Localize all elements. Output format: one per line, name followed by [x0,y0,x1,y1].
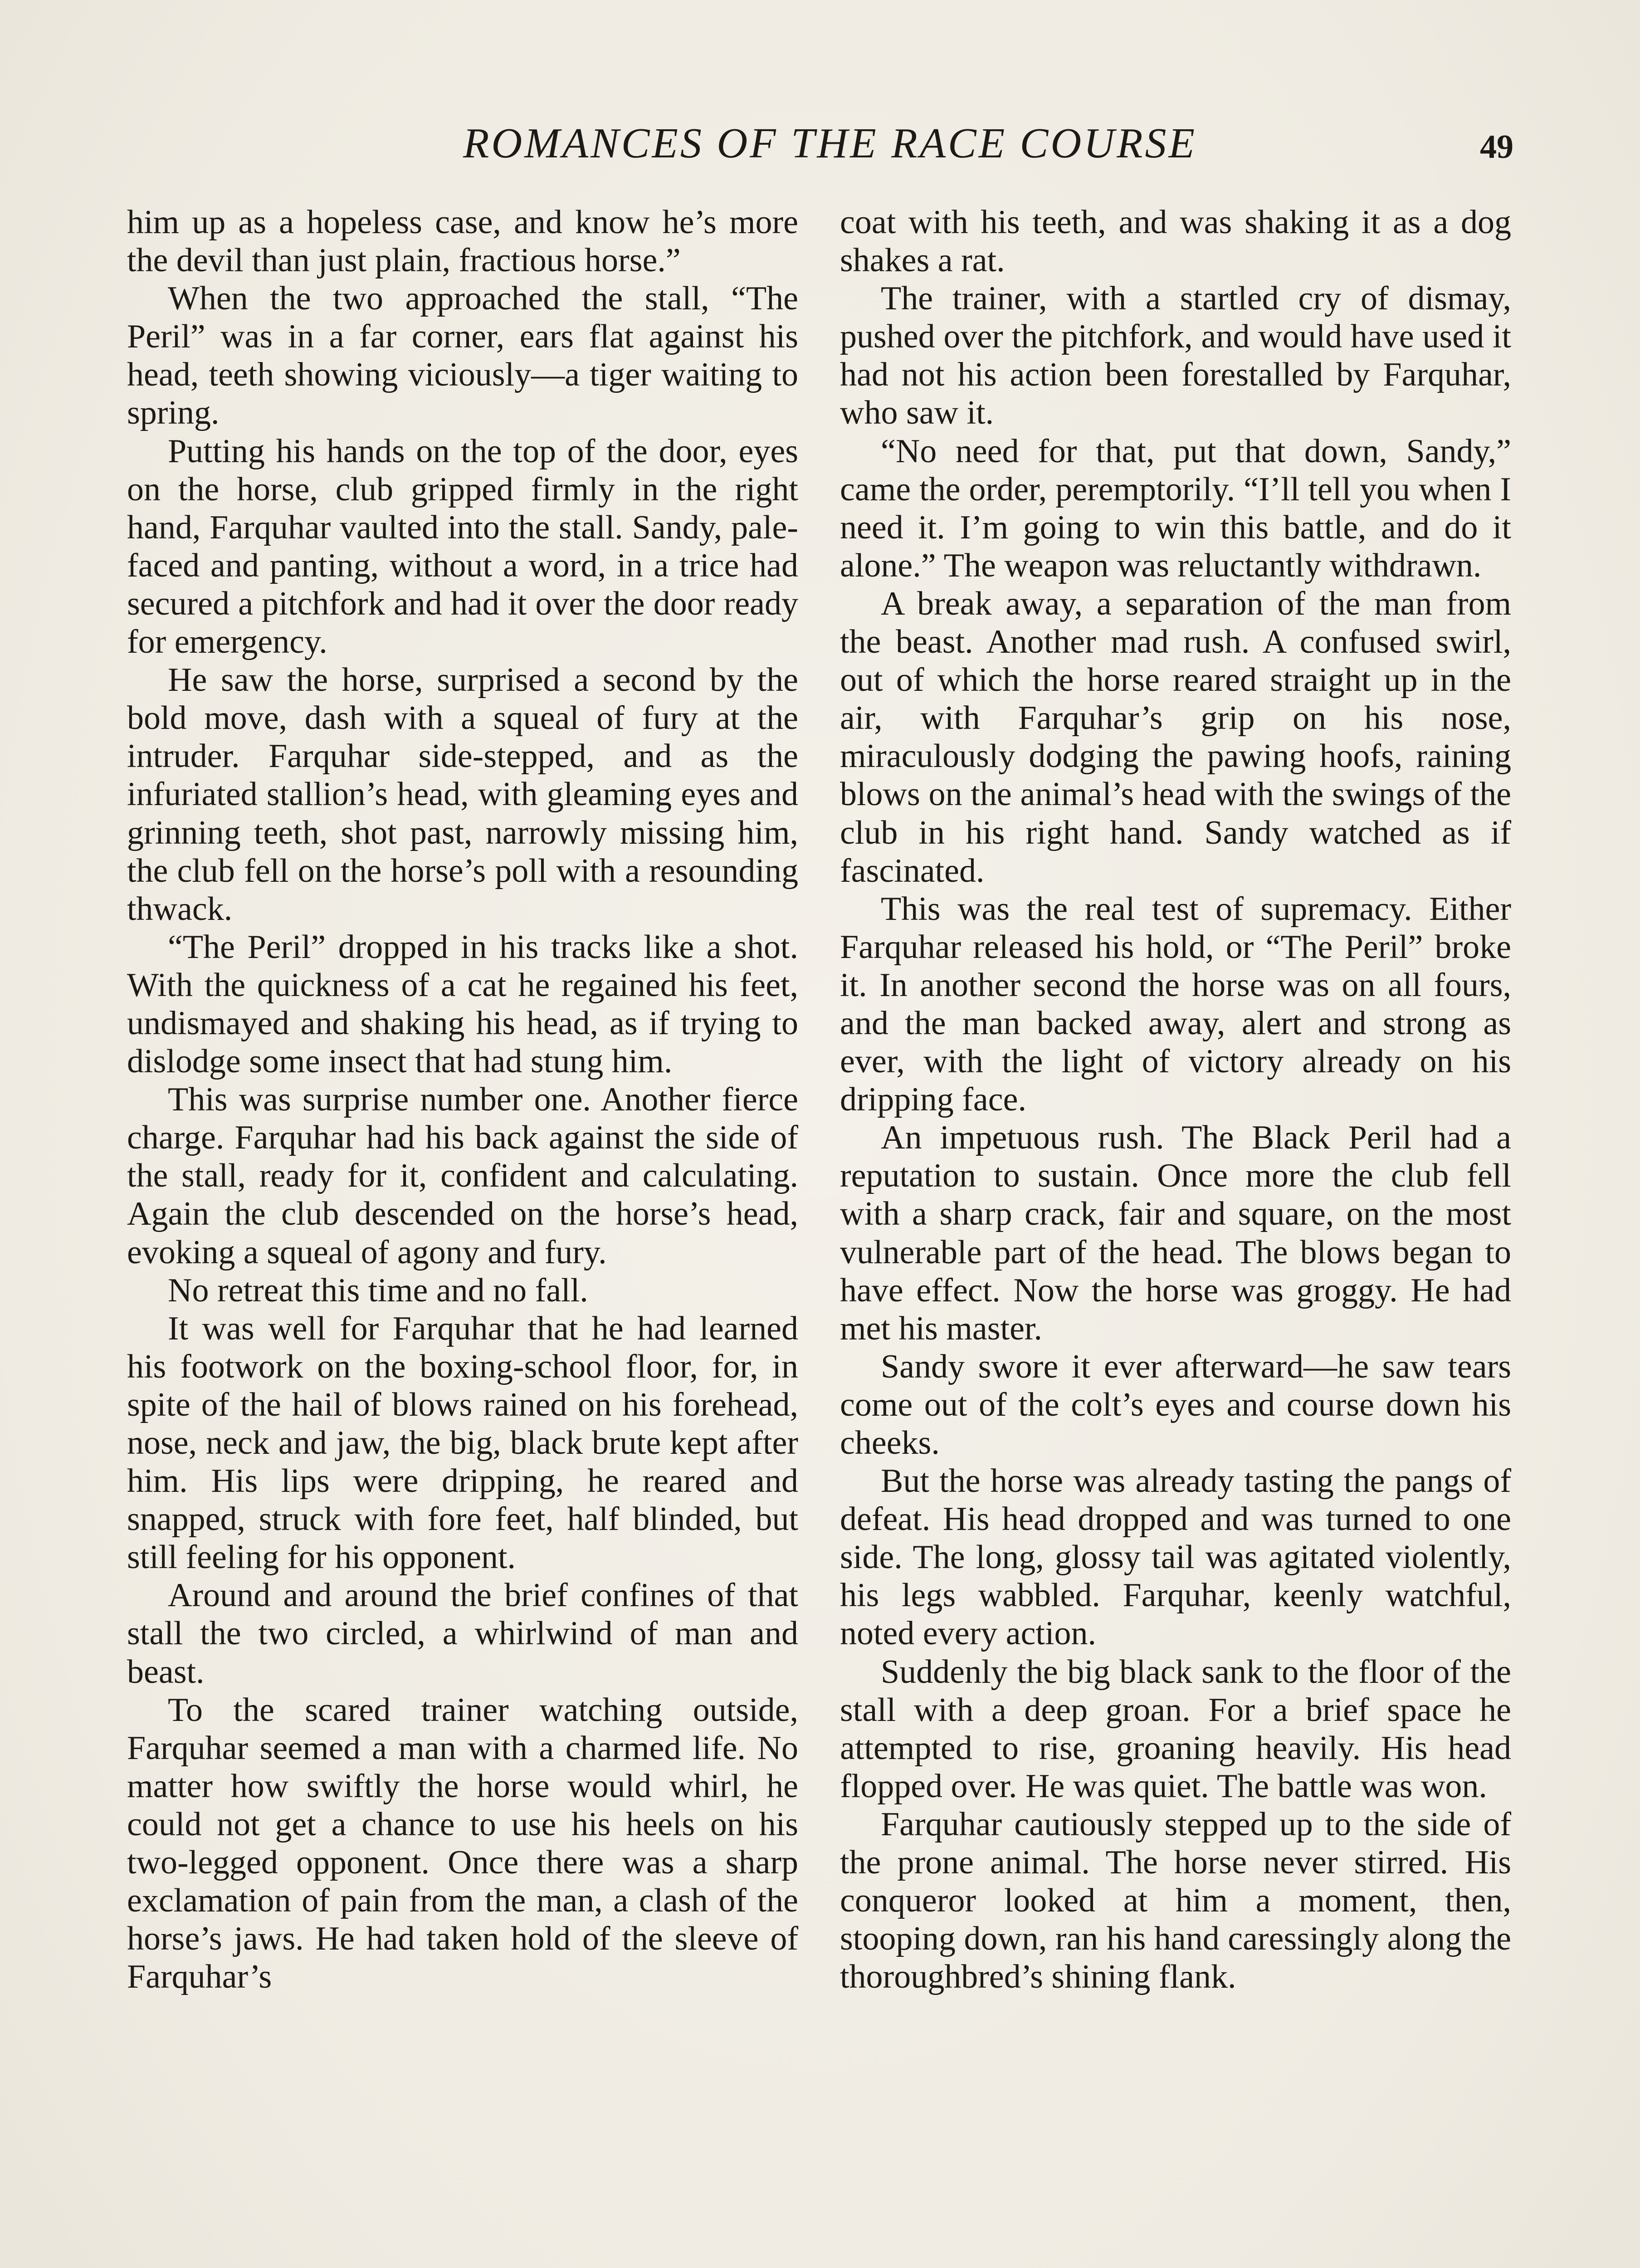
right-text-column [840,203,1511,1996]
paragraph: Around and around the brief confines of that stall the two circled, a whirlwind of man and beast. [127,1577,798,1691]
paragraph: He saw the horse, surprised a second by the bold move, dash with a squeal of fury at the intruder. Farquhar side-stepped, and as the infuriated stallion’s head, with gleaming eyes and grinning teeth, shot past, narrowly missing him, the club fell on the horse’s poll with a resounding thwack. [127,661,798,928]
paragraph: Farquhar cautiously stepped up to the side of the prone animal. The horse never stirred. His conqueror looked at him a moment, then, stooping down, ran his hand caressingly along the thoroughbred’s shining flank. [840,1805,1511,1996]
paragraph: The trainer, with a startled cry of dismay, pushed over the pitchfork, and would have used it had not his action been forestalled by Farquhar, who saw it. [840,280,1511,432]
left-text-column [127,203,798,1996]
paragraph: It was well for Farquhar that he had learned his footwork on the boxing-school floor, for, in spite of the hail of blows rained on his forehead, nose, neck and jaw, the big, black brute kept after him. His lips were dripping, he reared and snapped, struck with fore feet, half blinded, but still feeling for his opponent. [127,1310,798,1576]
paragraph: When the two approached the stall, “The Peril” was in a far corner, ears flat against his head, teeth showing viciously—a tiger waiting to spring. [127,280,798,432]
paragraph: A break away, a separation of the man from the beast. Another mad rush. A confused swirl, out of which the horse reared straight up in the air, with Farquhar’s grip on his nose, miraculously dodging the pawing hoofs, raining blows on the animal’s head with the swings of the club in his right hand. Sandy watched as if fascinated. [840,585,1511,890]
paragraph: An impetuous rush. The Black Peril had a reputation to sustain. Once more the club fell with a sharp crack, fair and square, on the most vulnerable part of the head. The blows began to have effect. Now the horse was groggy. He had met his master. [840,1119,1511,1347]
paragraph: To the scared trainer watching outside, Farquhar seemed a man with a charmed life. No matter how swiftly the horse would whirl, he could not get a chance to use his heels on his two-legged opponent. Once there was a sharp exclamation of pain from the man, a clash of the horse’s jaws. He had taken hold of the sleeve of Farquhar’s [127,1691,798,1996]
paragraph: Suddenly the big black sank to the floor of the stall with a deep groan. For a brief space he attempted to rise, groaning heavily. His head flopped over. He was quiet. The battle was won. [840,1653,1511,1805]
paragraph: him up as a hopeless case, and know he’s more the devil than just plain, fractious horse.” [127,204,798,279]
paragraph: coat with his teeth, and was shaking it as a dog shakes a rat. [840,204,1511,279]
page-number: 49 [1480,128,1513,166]
paragraph: “The Peril” dropped in his tracks like a shot. With the quickness of a cat he regained his feet, undismayed and shaking his head, as if trying to dislodge some insect that had stung him. [127,928,798,1080]
paragraph: This was the real test of supremacy. Either Farquhar released his hold, or “The Peril” broke it. In another second the horse was on all fours, and the man backed away, alert and strong as ever, with the light of victory already on his dripping face. [840,890,1511,1119]
paragraph: “No need for that, put that down, Sandy,” came the order, peremptorily. “I’ll tell you when I need it. I’m going to win this battle, and do it alone.” The weapon was reluctantly withdrawn. [840,432,1511,584]
paragraph: But the horse was already tasting the pangs of defeat. His head dropped and was turned to one side. The long, glossy tail was agitated violently, his legs wabbled. Farquhar, keenly watchful, noted every action. [840,1462,1511,1652]
paragraph: Sandy swore it ever afterward—he saw tears come out of the colt’s eyes and course down his cheeks. [840,1348,1511,1461]
running-title: ROMANCES OF THE RACE COURSE [463,120,1197,167]
paragraph: No retreat this time and no fall. [168,1271,588,1309]
paragraph: This was surprise number one. Another fierce charge. Farquhar had his back against the side of the stall, ready for it, confident and calculating. Again the club descended on the horse’s head, evoking a squeal of agony and fury. [127,1081,798,1271]
paragraph: Putting his hands on the top of the door, eyes on the horse, club gripped firmly in the right hand, Farquhar vaulted into the stall. Sandy, pale-faced and panting, without a word, in a trice had secured a pitchfork and had it over the door ready for emergency. [127,432,798,661]
